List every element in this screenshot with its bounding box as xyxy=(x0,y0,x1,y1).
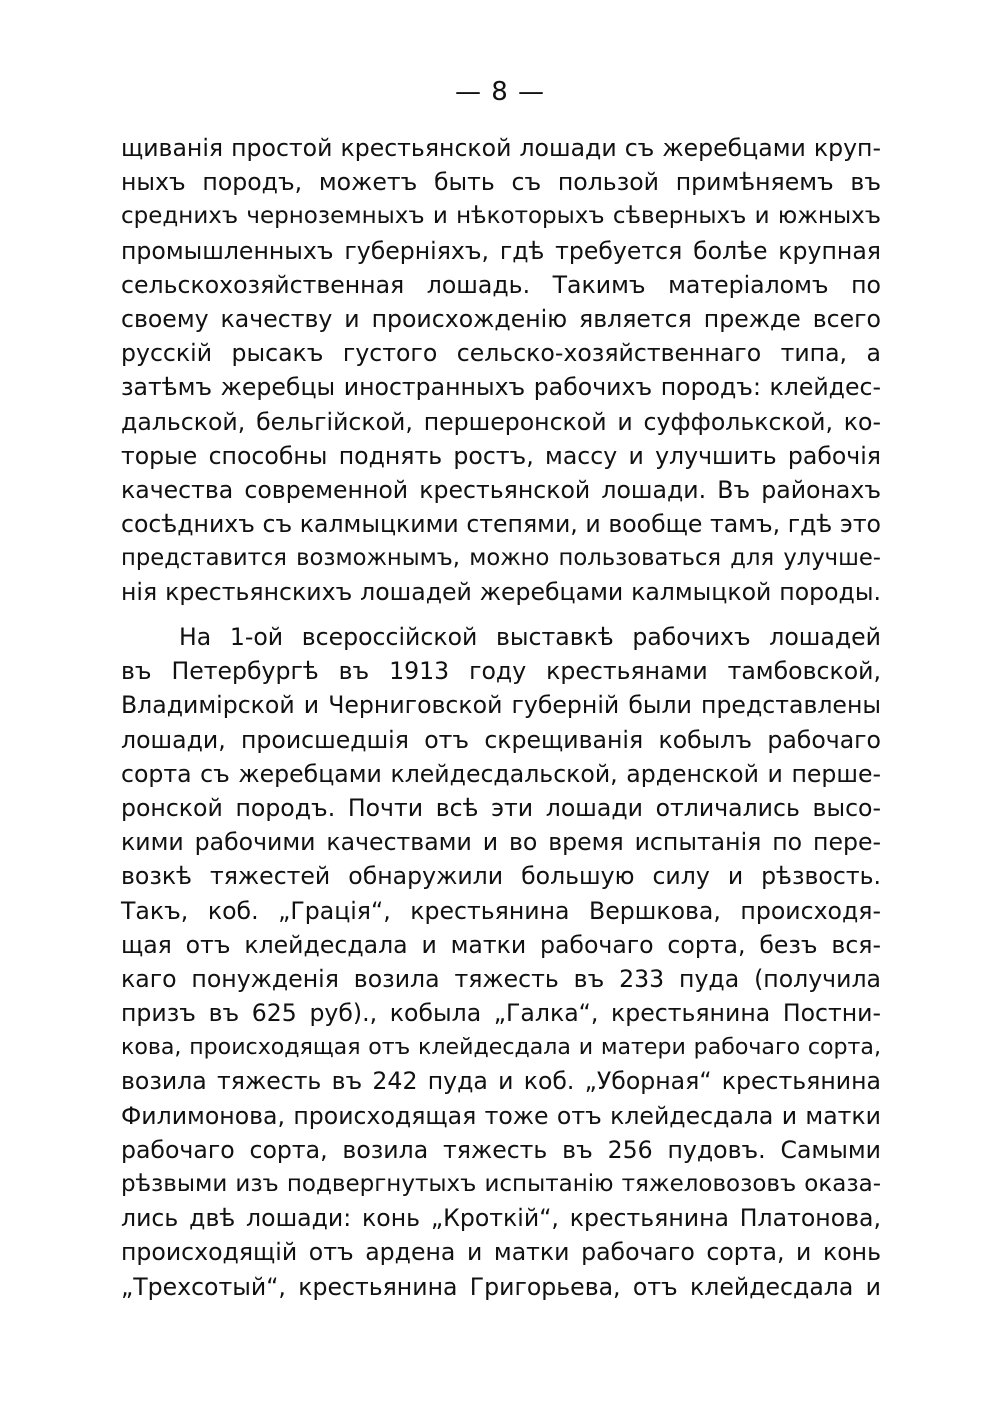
text-line: рѣзвыми изъ подвергнутыхъ испытанію тяжеловозовъ оказа- xyxy=(121,1171,881,1197)
text-line: лошади, происшедшія отъ скрещиванія кобылъ рабочаго xyxy=(121,725,881,754)
text-line: промышленныхъ губерніяхъ, гдѣ требуется болѣе крупная xyxy=(121,236,881,265)
text-line: качества современной крестьянской лошади. Въ районахъ xyxy=(121,475,881,504)
text-line: кими рабочими качествами и во время испытанія по пере- xyxy=(121,828,881,857)
text-line: „Трехсотый“, крестьянина Григорьева, отъ клейдесдала и xyxy=(121,1272,881,1301)
text-line: кова, происходящая отъ клейдесдала и матери рабочаго сорта, xyxy=(121,1034,881,1061)
text-line: Такъ, коб. „Грація“, крестьянина Вершкова, происходя- xyxy=(121,896,881,925)
text-line: среднихъ черноземныхъ и нѣкоторыхъ сѣверныхъ и южныхъ xyxy=(121,203,881,230)
text-line: Владимірской и Черниговской губерній были представлены xyxy=(121,691,881,720)
paragraph-1 xyxy=(121,131,881,610)
text-line: сорта съ жеребцами клейдесдальской, арденской и перше- xyxy=(121,759,881,788)
text-line: щая отъ клейдесдала и матки рабочаго сорта, безъ вся- xyxy=(121,930,881,959)
text-line: торые способны поднять ростъ, массу и улучшить рабочія xyxy=(121,441,881,470)
text-line: щиванія простой крестьянской лошади съ жеребцами круп- xyxy=(121,134,881,162)
text-line: возкѣ тяжестей обнаружили большую силу и рѣзвость. xyxy=(121,862,881,891)
text-line: въ Петербургѣ въ 1913 году крестьянами тамбовской, xyxy=(121,657,881,686)
text-line: представится возможнымъ, можно пользоваться для улучше- xyxy=(121,545,881,572)
text-line: дальской, бельгійской, першеронской и суффолькской, ко- xyxy=(121,407,881,436)
text-line: ронской породъ. Почти всѣ эти лошади отличались высо- xyxy=(121,793,881,822)
text-line: сосѣднихъ съ калмыцкими степями, и вообще тамъ, гдѣ это xyxy=(121,510,881,539)
text-line: рабочаго сорта, возила тяжесть въ 256 пудовъ. Самыми xyxy=(121,1135,881,1164)
text-line: На 1-ой всероссійской выставкѣ рабочихъ лошадей xyxy=(179,623,881,651)
page-number: — 8 — xyxy=(454,77,546,107)
text-line: происходящій отъ ардена и матки рабочаго сорта, и конь xyxy=(121,1238,881,1267)
paragraph-2 xyxy=(121,620,881,1304)
text-line: каго понужденія возила тяжесть въ 233 пуда (получила xyxy=(121,964,881,993)
text-line: своему качеству и происхожденію является прежде всего xyxy=(121,304,881,333)
text-line: сельскохозяйственная лошадь. Такимъ матеріаломъ по xyxy=(121,270,881,299)
text-line: ныхъ породъ, можетъ быть съ пользой примѣняемъ въ xyxy=(121,168,881,197)
text-line: затѣмъ жеребцы иностранныхъ рабочихъ породъ: клейдес- xyxy=(121,373,881,402)
text-line: возила тяжесть въ 242 пуда и коб. „Уборная“ крестьянина xyxy=(121,1067,881,1096)
text-line: нія крестьянскихъ лошадей жеребцами калмыцкой породы. xyxy=(121,578,881,607)
text-line: Филимонова, происходящая тоже отъ клейдесдала и матки xyxy=(121,1101,881,1130)
text-line: лись двѣ лошади: конь „Кроткій“, крестьянина Платонова, xyxy=(121,1204,881,1233)
text-line: русскій рысакъ густого сельско-хозяйственнаго типа, а xyxy=(121,339,881,368)
text-line: призъ въ 625 руб)., кобыла „Галка“, крестьянина Постни- xyxy=(121,999,881,1028)
